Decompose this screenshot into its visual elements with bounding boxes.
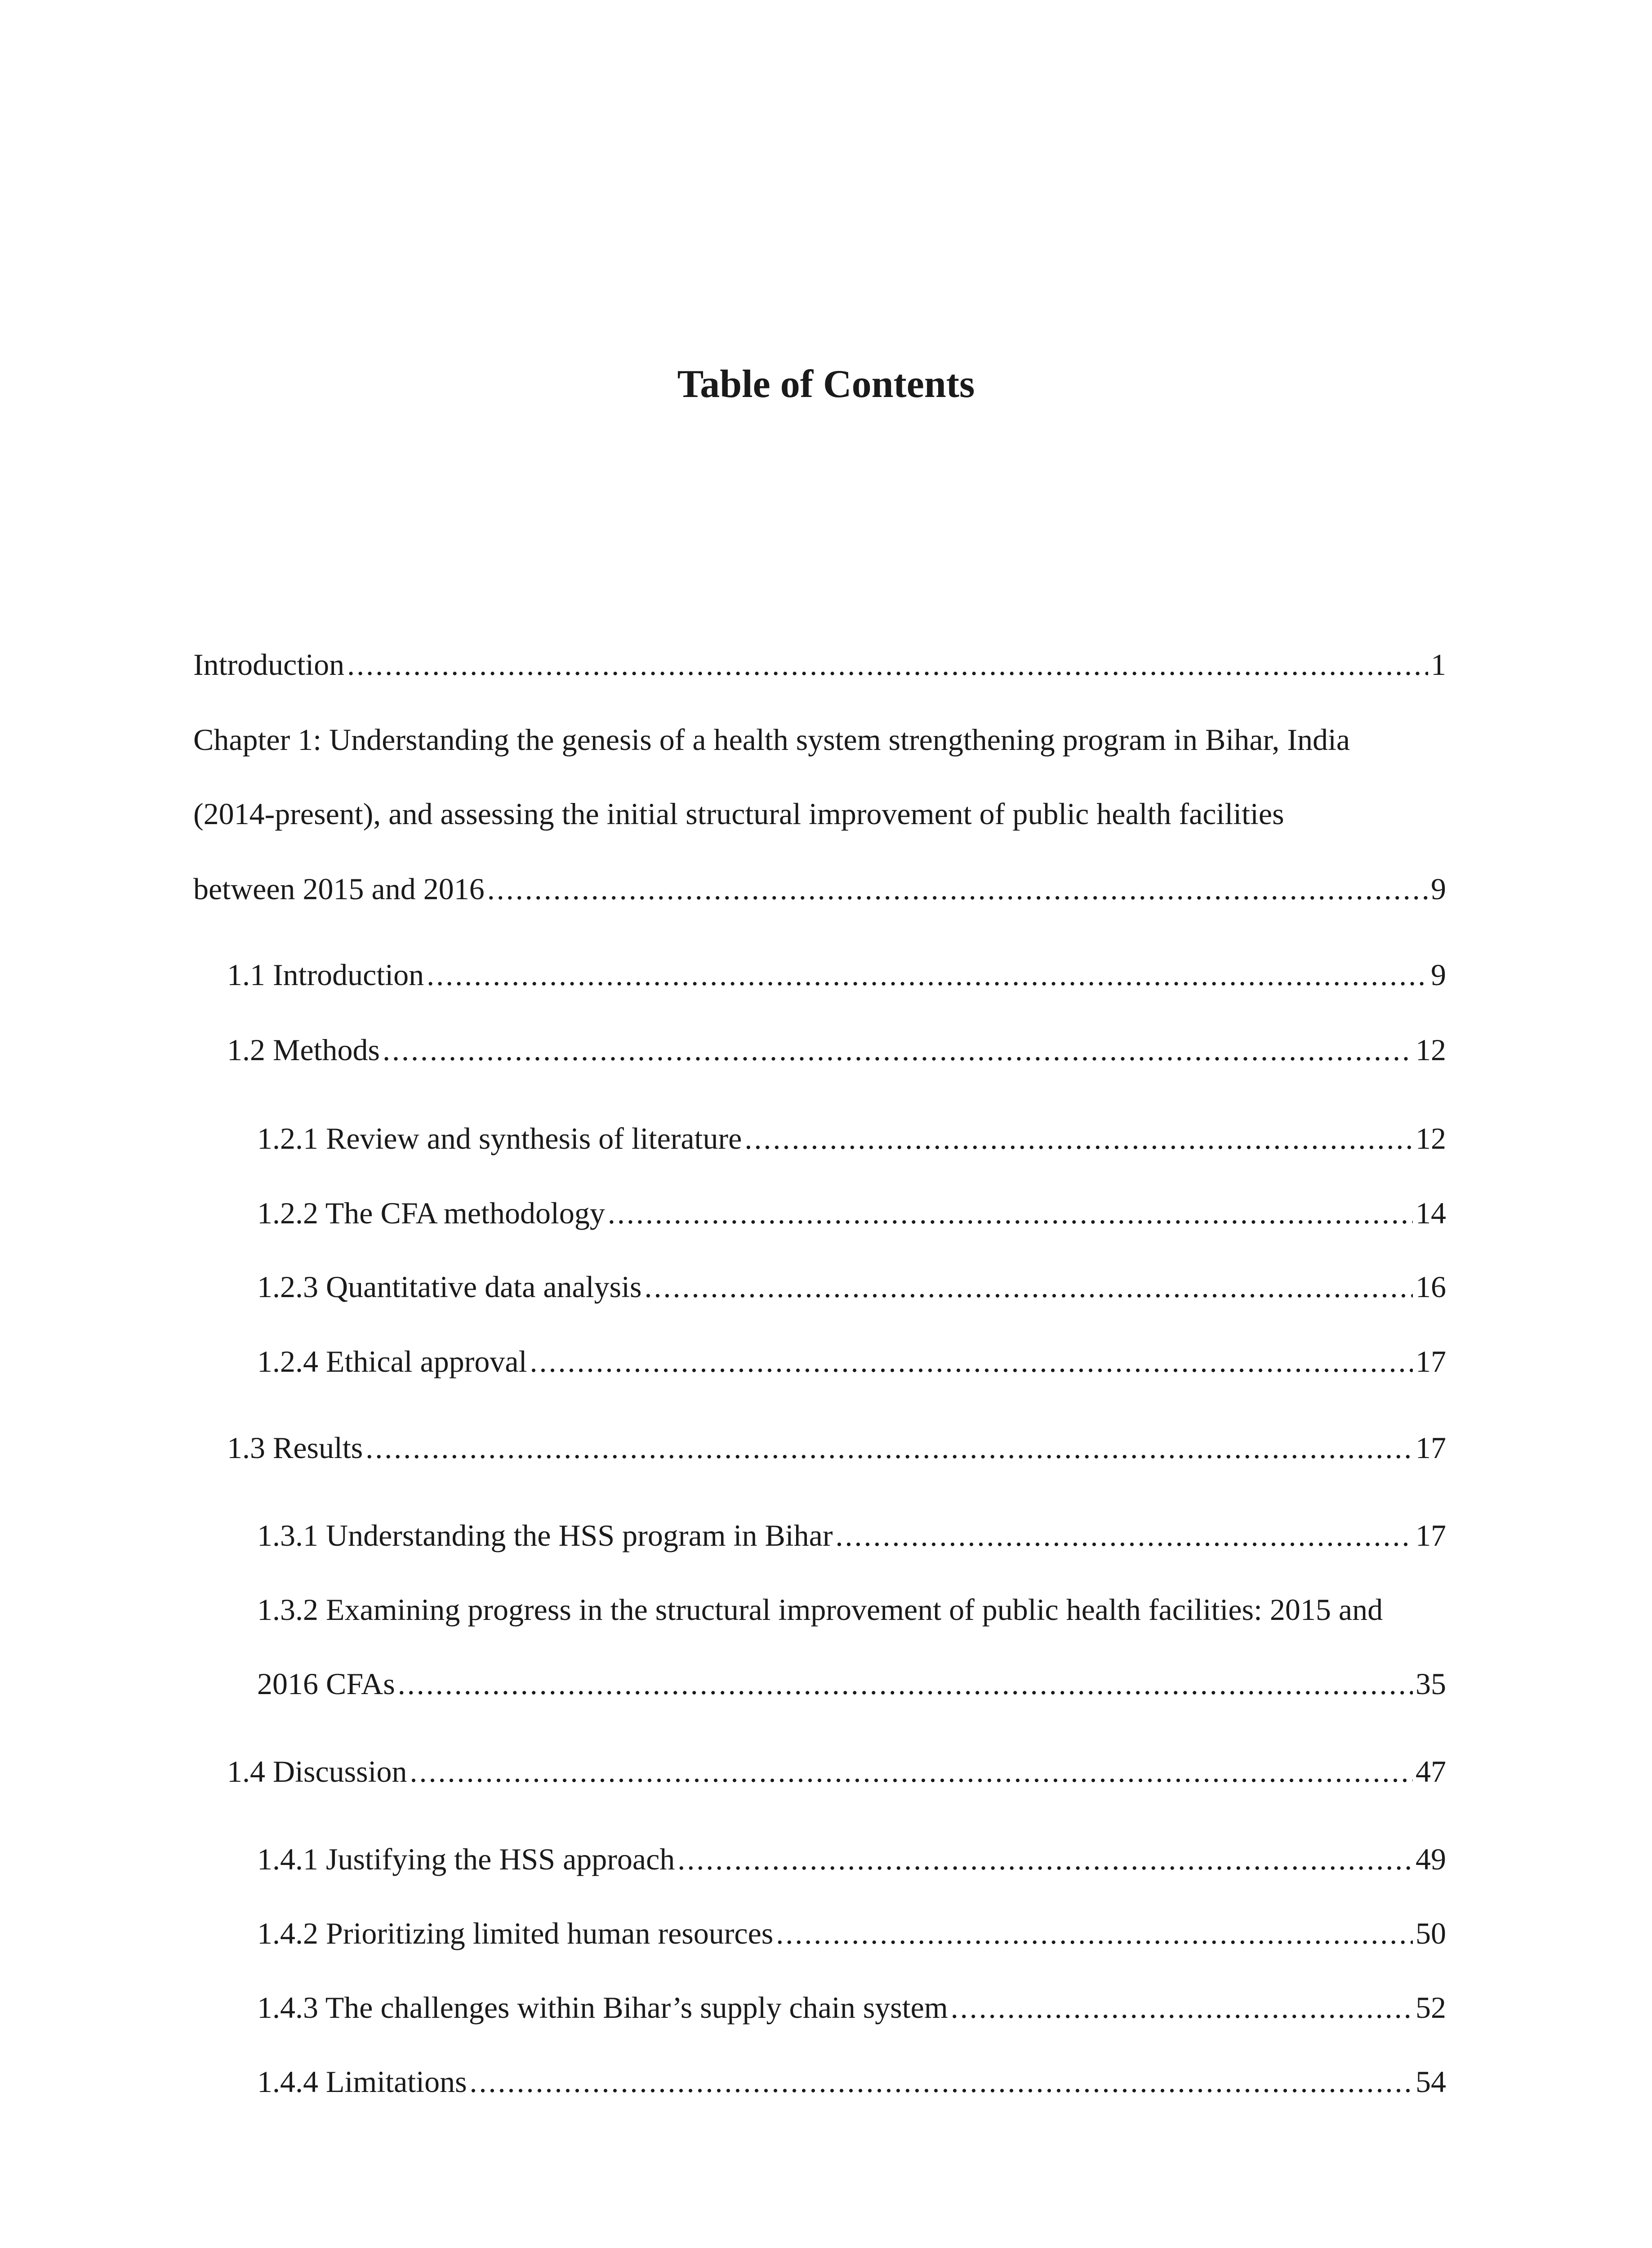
toc-page-number: 17 [1416, 1431, 1446, 1465]
toc-page-number: 12 [1416, 1033, 1446, 1067]
dot-leader [530, 1343, 1413, 1379]
toc-entry-1-4-1[interactable] [257, 1841, 1446, 1877]
toc-page-number: 35 [1416, 1667, 1446, 1701]
toc-entry-1-2-3[interactable] [257, 1269, 1446, 1305]
toc-page-number: 9 [1431, 958, 1446, 992]
toc-page-number: 50 [1416, 1916, 1446, 1950]
toc-page-number: 1 [1431, 647, 1446, 682]
toc-entry-1-3-1[interactable] [257, 1517, 1446, 1553]
toc-chapter-1-line-1[interactable]: Chapter 1: Understanding the genesis of a health system strengthening program in Bihar, India [193, 723, 1350, 757]
toc-entry-label: 2016 CFAs [257, 1667, 395, 1701]
toc-entry-1-3-2-line-1[interactable]: 1.3.2 Examining progress in the structural improvement of public health facilities: 2015 and [257, 1592, 1383, 1627]
toc-entry-label: 1.2.3 Quantitative data analysis [257, 1270, 642, 1304]
toc-entry-1-4-3[interactable] [257, 1989, 1446, 2025]
dot-leader [608, 1195, 1413, 1231]
toc-entry-label: 1.2 Methods [227, 1033, 380, 1067]
dot-leader [776, 1915, 1413, 1951]
toc-chapter-1-line-2[interactable]: (2014-present), and assessing the initial structural improvement of public health facilities [193, 797, 1284, 831]
toc-entry-label: 1.4 Discussion [227, 1754, 407, 1789]
toc-entry-1-4[interactable] [227, 1753, 1446, 1789]
dot-leader [470, 2064, 1413, 2100]
toc-page-number: 54 [1416, 2065, 1446, 2099]
toc-entry-1-2[interactable] [227, 1032, 1446, 1068]
toc-page-number: 17 [1416, 1344, 1446, 1378]
dot-leader [383, 1032, 1413, 1068]
toc-entry-1-2-4[interactable] [257, 1343, 1446, 1379]
toc-page-number: 17 [1416, 1518, 1446, 1552]
toc-entry-1-4-2[interactable] [257, 1915, 1446, 1951]
toc-entry-label: 1.1 Introduction [227, 958, 424, 992]
toc-entry-label: 1.2.1 Review and synthesis of literature [257, 1121, 742, 1155]
toc-entry-1-4-4[interactable] [257, 2064, 1446, 2100]
toc-entry-label: 1.4.1 Justifying the HSS approach [257, 1842, 675, 1876]
toc-entry-label: 1.4.2 Prioritizing limited human resources [257, 1916, 774, 1950]
dot-leader [427, 957, 1428, 993]
dot-leader [951, 1989, 1413, 2025]
dot-leader [487, 871, 1428, 907]
toc-page-number: 49 [1416, 1842, 1446, 1876]
toc-entry-1-1[interactable] [227, 957, 1446, 993]
toc-page-number: 9 [1431, 872, 1446, 906]
toc-entry-label: 1.4.4 Limitations [257, 2065, 467, 2099]
dot-leader [744, 1120, 1413, 1156]
dot-leader [398, 1666, 1413, 1702]
toc-entry-chapter-1[interactable] [193, 871, 1446, 907]
toc-entry-1-2-1[interactable] [257, 1120, 1446, 1156]
dot-leader [677, 1841, 1413, 1877]
dot-leader [836, 1517, 1413, 1553]
toc-entry-1-3-2[interactable] [257, 1666, 1446, 1702]
dot-leader [644, 1269, 1413, 1305]
toc-page-number: 47 [1416, 1754, 1446, 1789]
toc-page-number: 16 [1416, 1270, 1446, 1304]
dot-leader [347, 647, 1428, 682]
toc-page-number: 14 [1416, 1196, 1446, 1230]
toc-entry-1-3[interactable] [227, 1430, 1446, 1466]
toc-entry-label: 1.2.4 Ethical approval [257, 1344, 527, 1378]
toc-page-number: 52 [1416, 1990, 1446, 2025]
toc-page-number: 12 [1416, 1121, 1446, 1155]
toc-entry-1-2-2[interactable] [257, 1195, 1446, 1231]
toc-entry-label: 1.4.3 The challenges within Bihar’s supply chain system [257, 1990, 948, 2025]
dot-leader [365, 1430, 1413, 1466]
toc-entry-label: Introduction [193, 647, 345, 682]
toc-entry-label: between 2015 and 2016 [193, 872, 485, 906]
toc-entry-label: 1.3 Results [227, 1431, 363, 1465]
dot-leader [410, 1753, 1413, 1789]
toc-entry-label: 1.2.2 The CFA methodology [257, 1196, 605, 1230]
toc-entry-introduction[interactable] [193, 647, 1446, 682]
toc-entry-label: 1.3.1 Understanding the HSS program in Bihar [257, 1518, 833, 1552]
page-title: Table of Contents [677, 362, 975, 406]
